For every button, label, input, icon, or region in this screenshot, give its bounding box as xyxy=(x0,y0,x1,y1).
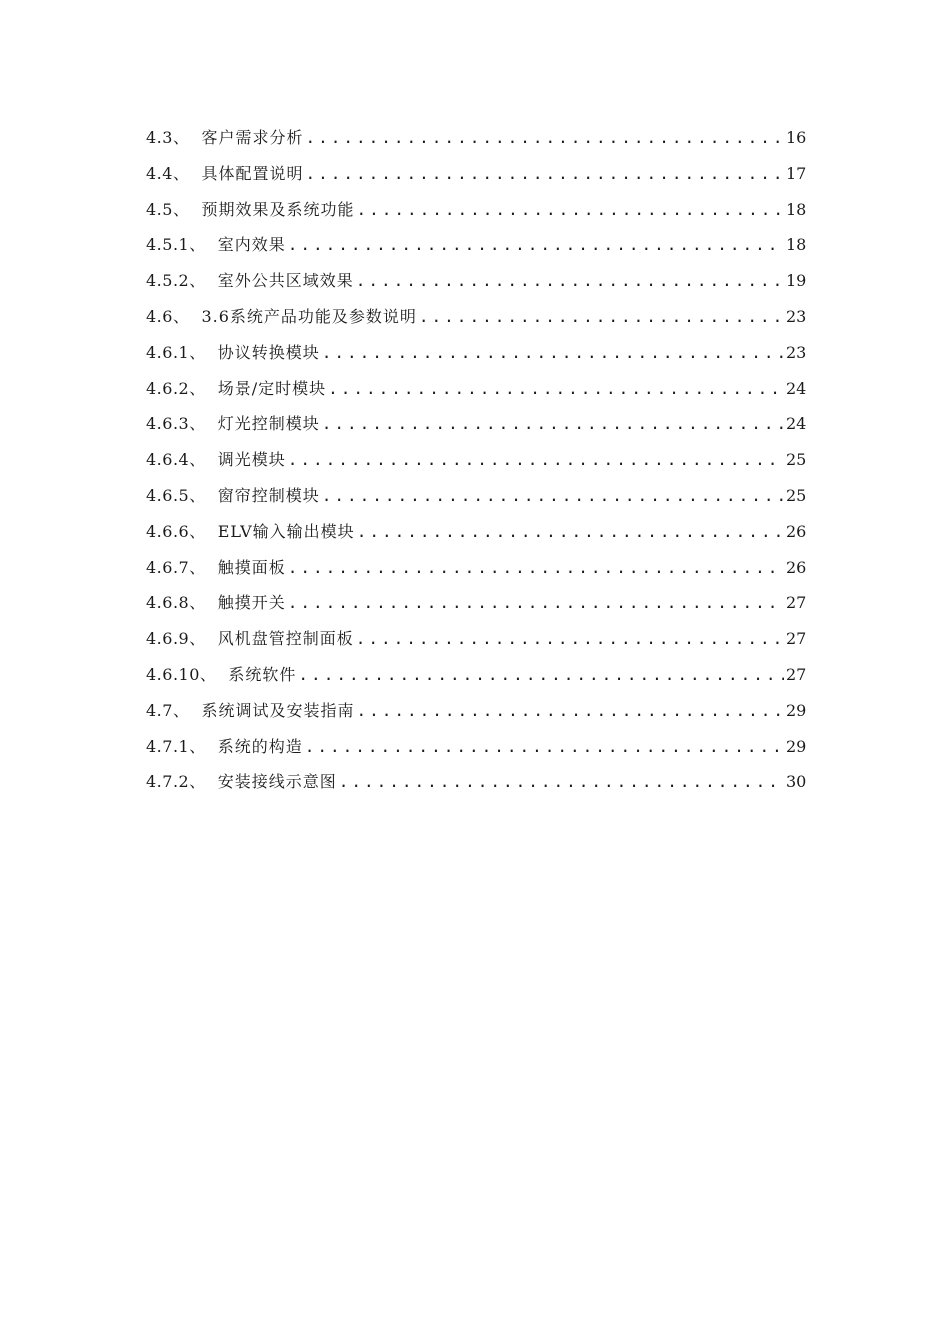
toc-entry-title: 协议转换模块 xyxy=(217,342,320,362)
toc-entry-page: 17 xyxy=(786,163,807,183)
toc-entry-number: 4.6.7、 xyxy=(146,557,206,577)
toc-entry-page: 30 xyxy=(786,772,807,792)
toc-entry-number: 4.6.6、 xyxy=(146,521,206,541)
toc-entry-title: 触摸面板 xyxy=(217,557,286,577)
toc-leader-dots xyxy=(322,410,784,438)
toc-entry[interactable] xyxy=(146,733,806,769)
toc-entry-number: 4.5.1、 xyxy=(146,235,206,255)
toc-entry-page: 26 xyxy=(786,521,807,541)
toc-leader-dots xyxy=(288,554,784,582)
toc-entry-title: 窗帘控制模块 xyxy=(217,485,320,505)
table-of-contents xyxy=(146,124,806,804)
toc-entry-number: 4.6.8、 xyxy=(146,593,206,613)
toc-leader-dots xyxy=(356,697,784,725)
toc-entry-number: 4.7.2、 xyxy=(146,772,206,792)
toc-entry-page: 24 xyxy=(786,378,807,398)
toc-entry-number: 4.6、 xyxy=(146,306,190,326)
toc-entry-number: 4.5.2、 xyxy=(146,271,206,291)
toc-leader-dots xyxy=(356,625,784,653)
toc-leader-dots xyxy=(288,589,784,617)
toc-entry[interactable] xyxy=(146,518,806,554)
toc-entry-page: 27 xyxy=(786,629,807,649)
toc-entry-page: 29 xyxy=(786,736,807,756)
toc-entry[interactable] xyxy=(146,446,806,482)
toc-entry[interactable] xyxy=(146,124,806,160)
toc-entry-title: 灯光控制模块 xyxy=(217,414,320,434)
toc-entry-number: 4.4、 xyxy=(146,163,190,183)
toc-entry-title: 预期效果及系统功能 xyxy=(201,199,355,219)
toc-leader-dots xyxy=(288,231,784,259)
toc-entry-title: 调光模块 xyxy=(217,450,286,470)
toc-entry[interactable] xyxy=(146,697,806,733)
toc-entry-page: 27 xyxy=(786,664,807,684)
toc-entry[interactable] xyxy=(146,661,806,697)
toc-entry[interactable] xyxy=(146,339,806,375)
toc-leader-dots xyxy=(328,375,784,403)
toc-leader-dots xyxy=(356,196,784,224)
toc-entry-number: 4.6.2、 xyxy=(146,378,206,398)
toc-entry-page: 25 xyxy=(786,450,807,470)
toc-entry-page: 18 xyxy=(786,235,807,255)
toc-entry[interactable] xyxy=(146,303,806,339)
toc-entry-number: 4.6.1、 xyxy=(146,342,206,362)
toc-entry[interactable] xyxy=(146,768,806,804)
toc-entry-number: 4.6.5、 xyxy=(146,485,206,505)
toc-entry-page: 24 xyxy=(786,414,807,434)
toc-entry-page: 25 xyxy=(786,485,807,505)
toc-entry-title: 具体配置说明 xyxy=(201,163,304,183)
toc-entry[interactable] xyxy=(146,375,806,411)
toc-entry-page: 26 xyxy=(786,557,807,577)
toc-entry[interactable] xyxy=(146,196,806,232)
toc-leader-dots xyxy=(288,446,784,474)
toc-entry-title: 系统软件 xyxy=(228,664,297,684)
toc-entry[interactable] xyxy=(146,625,806,661)
toc-leader-dots xyxy=(357,518,784,546)
toc-entry-number: 4.5、 xyxy=(146,199,190,219)
toc-entry-page: 29 xyxy=(786,700,807,720)
toc-entry-number: 4.6.10、 xyxy=(146,664,217,684)
toc-entry-number: 4.7、 xyxy=(146,700,190,720)
toc-leader-dots xyxy=(305,160,784,188)
toc-leader-dots xyxy=(322,339,784,367)
toc-entry-title: 安装接线示意图 xyxy=(217,772,337,792)
toc-entry-number: 4.7.1、 xyxy=(146,736,206,756)
toc-leader-dots xyxy=(305,733,784,761)
toc-entry-title: 系统的构造 xyxy=(217,736,303,756)
toc-entry-title: ELV输入输出模块 xyxy=(217,521,355,541)
toc-entry-title: 3.6系统产品功能及参数说明 xyxy=(201,306,417,326)
toc-entry-title: 客户需求分析 xyxy=(201,128,304,147)
toc-entry-number: 4.6.9、 xyxy=(146,629,206,649)
toc-entry-title: 风机盘管控制面板 xyxy=(217,629,354,649)
toc-entry-title: 系统调试及安装指南 xyxy=(201,700,355,720)
toc-entry-title: 室外公共区域效果 xyxy=(217,271,354,291)
toc-entry[interactable] xyxy=(146,267,806,303)
toc-entry[interactable] xyxy=(146,410,806,446)
toc-entry[interactable] xyxy=(146,160,806,196)
toc-entry-number: 4.3、 xyxy=(146,128,190,147)
toc-entry-page: 27 xyxy=(786,593,807,613)
toc-entry-number: 4.6.4、 xyxy=(146,450,206,470)
toc-entry[interactable] xyxy=(146,589,806,625)
toc-entry[interactable] xyxy=(146,231,806,267)
toc-entry-page: 23 xyxy=(786,306,807,326)
toc-entry-title: 场景/定时模块 xyxy=(217,378,327,398)
toc-entry[interactable] xyxy=(146,554,806,590)
toc-entry-page: 19 xyxy=(786,271,807,291)
toc-leader-dots xyxy=(356,267,784,295)
toc-entry-title: 触摸开关 xyxy=(217,593,286,613)
toc-leader-dots xyxy=(339,768,784,796)
toc-entry-page: 23 xyxy=(786,342,807,362)
toc-entry[interactable] xyxy=(146,482,806,518)
toc-entry-title: 室内效果 xyxy=(217,235,286,255)
toc-entry-page: 18 xyxy=(786,199,807,219)
toc-leader-dots xyxy=(419,303,784,331)
toc-entry-page: 16 xyxy=(786,128,807,147)
toc-entry-number: 4.6.3、 xyxy=(146,414,206,434)
toc-leader-dots xyxy=(298,661,784,689)
toc-leader-dots xyxy=(305,124,784,152)
toc-leader-dots xyxy=(322,482,784,510)
